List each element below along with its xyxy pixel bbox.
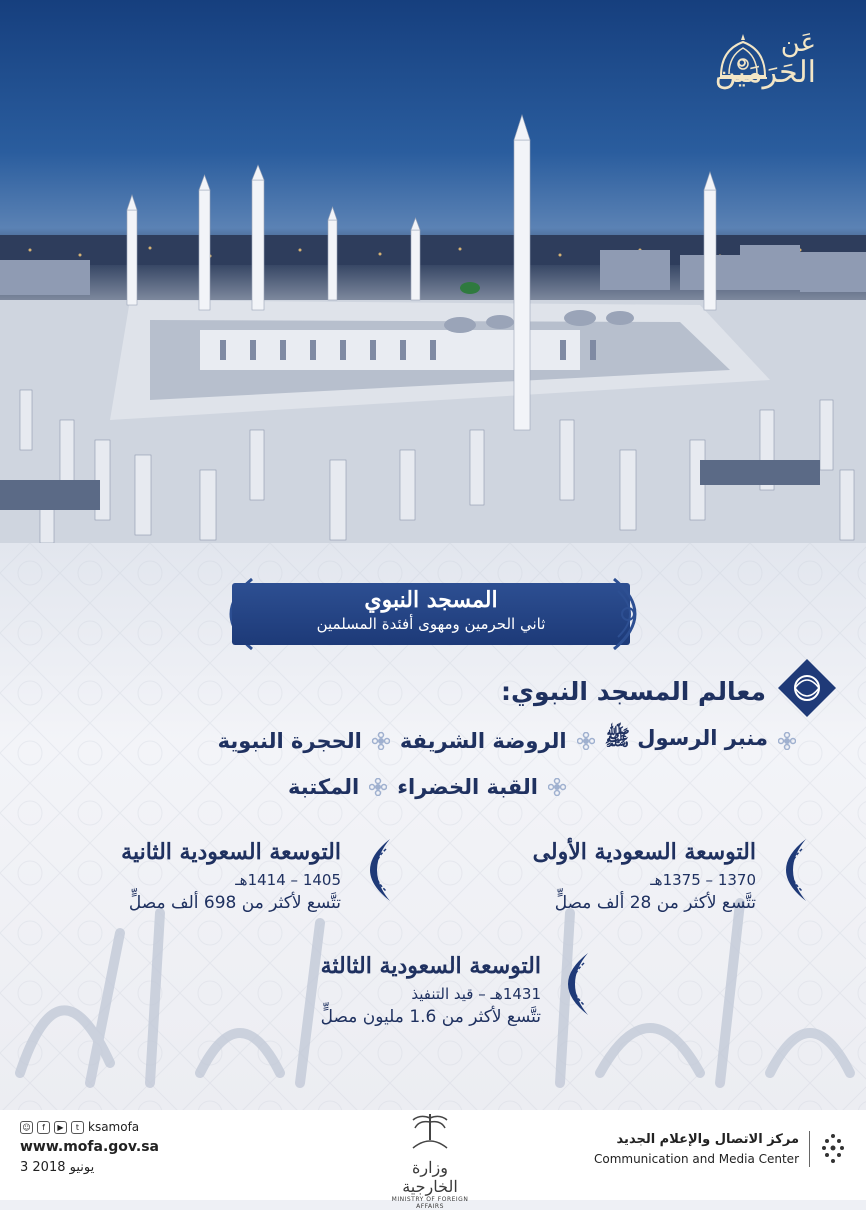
hero-photo-mosque: [0, 0, 866, 543]
expansion-second-capacity: تتَّسع لأكثر من 698 ألف مصلٍّ: [128, 893, 341, 913]
media-center-dots-icon: [820, 1132, 846, 1166]
facebook-icon[interactable]: f: [37, 1121, 50, 1134]
landmarks-heading: معالم المسجد النبوي:: [501, 677, 766, 706]
expansion-third-title: التوسعة السعودية الثالثة: [320, 953, 541, 979]
flower-bullet-icon: [548, 778, 566, 796]
expansion-first-title: التوسعة السعودية الأولى: [532, 839, 756, 865]
info-panel: [0, 543, 866, 1110]
dome-ornament-icon: [715, 30, 771, 86]
ministry-name-en: MINISTRY OF FOREIGN AFFAIRS: [391, 1196, 469, 1210]
expansion-second-years: 1405 – 1414هـ: [235, 871, 341, 889]
landmark-hujrah: الحجرة النبوية: [217, 728, 362, 753]
expansion-second-title: التوسعة السعودية الثانية: [121, 839, 341, 865]
expansion-first: [533, 839, 756, 913]
media-center-ar: مركز الاتصال والإعلام الجديد: [616, 1132, 799, 1147]
expansion-first-years: 1370 – 1375هـ: [650, 871, 756, 889]
ministry-logo: [385, 1110, 475, 1210]
landmark-green-dome: القبة الخضراء: [397, 775, 538, 799]
website-link[interactable]: www.mofa.gov.sa: [20, 1139, 160, 1155]
landmark-rawdah: الروضة الشريفة: [399, 728, 567, 753]
expansion-third: [321, 953, 541, 1027]
snapchat-icon[interactable]: ☺: [20, 1121, 33, 1134]
landmark-minbar: منبر الرسول ﷺ: [604, 726, 768, 750]
ministry-name-ar: وزارة الخارجية: [402, 1158, 458, 1196]
social-links: [20, 1120, 159, 1134]
landmarks-row-1: [218, 725, 796, 756]
crescent-ornament-icon: [350, 835, 398, 905]
banner-title: المسجد النبوي: [364, 587, 498, 613]
footer: [0, 1110, 866, 1210]
expansion-first-capacity: تتَّسع لأكثر من 28 ألف مصلٍّ: [554, 893, 756, 913]
banner-subtitle: ثاني الحرمين ومهوى أفئدة المسلمين: [316, 615, 546, 633]
flower-bullet-icon: [778, 732, 796, 750]
social-handle[interactable]: ksamofa: [88, 1120, 140, 1134]
crescent-ornament-icon: [548, 949, 596, 1019]
footer-divider: [809, 1131, 810, 1167]
crescent-ornament-icon: [766, 835, 814, 905]
landmarks-row-2: [288, 775, 566, 799]
heading-diamond-icon: [776, 657, 838, 719]
brand-line2: الحَرَمَيْن: [714, 55, 816, 91]
flower-bullet-icon: [577, 732, 595, 750]
media-center-en: Communication and Media Center: [593, 1151, 799, 1166]
flower-bullet-icon: [372, 732, 390, 750]
expansion-third-capacity: تتَّسع لأكثر من 1.6 مليون مصلٍّ: [320, 1007, 541, 1027]
brand-logo: [715, 30, 816, 89]
publish-date: 3 يونيو 2018: [20, 1160, 95, 1175]
banner-ornament-right-icon: [612, 575, 658, 653]
twitter-icon[interactable]: t: [71, 1121, 84, 1134]
media-center-logo: [594, 1130, 846, 1168]
brand-line1: عَن: [780, 28, 816, 58]
landmark-library: المكتبة: [288, 775, 360, 799]
youtube-icon[interactable]: ▶: [54, 1121, 67, 1134]
expansion-second: [121, 839, 341, 913]
flower-bullet-icon: [369, 778, 387, 796]
expansion-third-years: 1431هـ – قيد التنفيذ: [411, 985, 541, 1003]
palm-swords-emblem-icon: [405, 1110, 455, 1154]
title-banner: [232, 583, 630, 645]
footer-contact: [20, 1120, 159, 1175]
